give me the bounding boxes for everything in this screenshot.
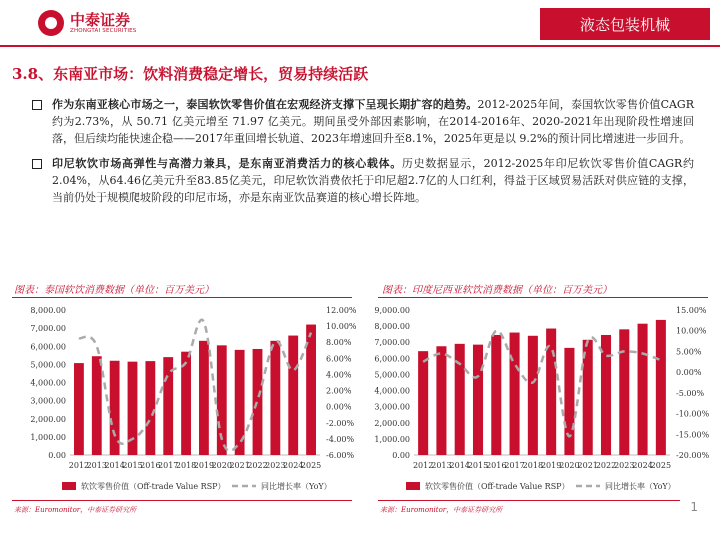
footer-rule	[378, 500, 680, 501]
y-tick-label: 2,000.00	[374, 418, 410, 428]
y2-tick-label: 10.00%	[676, 326, 707, 336]
x-tick-label: 2017	[504, 461, 525, 470]
y-tick-label: 1,000.00	[374, 434, 410, 444]
x-tick-label: 2021	[577, 461, 598, 470]
x-tick-label: 2024	[283, 461, 304, 470]
bullet-item-indonesia	[32, 155, 694, 206]
y2-tick-label: -2.00%	[326, 418, 355, 428]
y2-tick-label: 2.00%	[326, 386, 352, 396]
chart-thailand	[12, 300, 360, 500]
x-tick-label: 2016	[140, 461, 161, 470]
square-bullet-icon	[32, 159, 42, 169]
y2-tick-label: 15.00%	[676, 306, 707, 315]
bar-mark	[436, 346, 446, 455]
bar-mark	[528, 336, 538, 455]
bullet-body: 历史数据显示，2012-2025年印尼软饮零售价值CAGR约2.04%，从64.46亿美元升至83.85亿美元，印尼软饮消费依托于印尼超2.7亿的人口红利，得益于区域贸易活跃对供应链的支撑，当前仍处于规模爬坡阶段的印尼市场，亦是东南亚饮品赛道的核心增长阵地。	[52, 157, 695, 204]
x-tick-label: 2022	[595, 461, 617, 470]
header-rule	[0, 45, 720, 47]
bullet-body: 2012-2025年间，泰国软饮零售价值CAGR约为2.73%，从 50.71 亿美元增至 71.97 亿美元。期间虽受外部因素影响，在2014-2016年、2020-2021年出现阶段性增速回落，但后续均能快速企稳——2017年重回增长轨道、2023年增速回升至8.1%，2025年更是以 9.2%的预计同比增速进一步回升。	[52, 98, 695, 145]
y-tick-label: 3,000.00	[374, 402, 410, 412]
y2-tick-label: 10.00%	[326, 322, 357, 332]
bullet-lead: 作为东南亚核心市场之一，泰国软饮零售价值在宏观经济支撑下呈现长期扩容的趋势。	[52, 98, 478, 111]
x-tick-label: 2013	[86, 461, 107, 470]
legend-label-bar: 软饮零售价值（Off-trade Value RSP）	[81, 482, 226, 491]
legend-label-line: 同比增长率（YoY）	[605, 482, 676, 491]
bar-mark	[619, 329, 629, 455]
bar-mark	[199, 341, 209, 455]
x-tick-label: 2015	[122, 461, 143, 470]
chart-title-rule	[378, 297, 708, 298]
bar-mark	[74, 363, 84, 455]
x-tick-label: 2025	[300, 461, 322, 470]
x-tick-label: 2014	[104, 461, 125, 470]
y2-tick-label: 5.00%	[676, 347, 702, 357]
y2-tick-label: 0.00%	[676, 368, 702, 378]
y-tick-label: 4,000.00	[374, 386, 410, 396]
x-tick-label: 2018	[175, 461, 197, 470]
legend-label-line: 同比增长率（YoY）	[261, 482, 332, 491]
logo-name-en: ZHONGTAI SECURITIES	[70, 28, 137, 34]
source-note-left: 来源：Euromonitor，中泰证券研究所	[14, 506, 137, 514]
y-tick-label: 5,000.00	[30, 360, 66, 370]
chart-title-rule	[12, 297, 352, 298]
x-tick-label: 2021	[229, 461, 250, 470]
square-bullet-icon	[32, 100, 42, 110]
y-tick-label: 7,000.00	[30, 324, 66, 334]
legend-bar-swatch	[62, 482, 76, 490]
y-tick-label: 8,000.00	[30, 306, 66, 315]
company-logo	[38, 10, 137, 36]
legend-label-bar: 软饮零售价值（Off-trade Value RSP）	[425, 482, 570, 491]
bar-mark	[656, 320, 666, 455]
page-number: 1	[690, 500, 698, 514]
industry-tag: 液态包装机械	[540, 8, 710, 40]
chart-indonesia	[368, 300, 712, 500]
y-tick-label: 7,000.00	[374, 338, 410, 348]
y-tick-label: 8,000.00	[374, 322, 410, 332]
source-note-right: 来源：Euromonitor，中泰证券研究所	[380, 506, 503, 514]
bar-mark	[418, 351, 428, 455]
x-tick-label: 2024	[632, 461, 653, 470]
x-tick-label: 2018	[522, 461, 544, 470]
bar-mark	[473, 345, 483, 455]
bar-mark	[92, 356, 102, 455]
x-tick-label: 2017	[158, 461, 179, 470]
chart-title-thailand: 图表：泰国软饮消费数据（单位：百万美元）	[14, 285, 214, 296]
x-tick-label: 2019	[540, 461, 562, 470]
y-tick-label: 0.00	[392, 451, 410, 460]
x-tick-label: 2023	[265, 461, 286, 470]
x-tick-label: 2020	[559, 461, 580, 470]
footer-rule	[12, 500, 352, 501]
bullet-list	[32, 96, 694, 214]
x-tick-label: 2016	[486, 461, 507, 470]
y-tick-label: 6,000.00	[374, 354, 410, 364]
x-tick-label: 2012	[68, 461, 90, 470]
y-tick-label: 0.00	[48, 451, 66, 460]
x-tick-label: 2022	[247, 461, 268, 470]
y-tick-label: 4,000.00	[30, 378, 66, 388]
y-tick-label: 9,000.00	[374, 306, 410, 315]
x-tick-label: 2025	[650, 461, 672, 470]
y2-tick-label: -15.00%	[676, 430, 710, 440]
bar-mark	[510, 333, 520, 455]
y-tick-label: 5,000.00	[374, 370, 410, 380]
x-tick-label: 2013	[431, 461, 452, 470]
y2-tick-label: -4.00%	[326, 434, 355, 444]
bullet-item-thailand	[32, 96, 694, 147]
y2-tick-label: -20.00%	[676, 451, 710, 460]
y2-tick-label: 4.00%	[326, 370, 352, 380]
y2-tick-label: 6.00%	[326, 354, 352, 364]
x-tick-label: 2015	[467, 461, 489, 470]
y2-tick-label: -5.00%	[676, 388, 705, 398]
y-tick-label: 6,000.00	[30, 342, 66, 352]
legend-bar-swatch	[406, 482, 420, 490]
y2-tick-label: 12.00%	[326, 306, 357, 315]
x-tick-label: 2014	[449, 461, 470, 470]
bar-mark	[145, 361, 155, 455]
y-tick-label: 1,000.00	[30, 432, 66, 442]
bar-mark	[564, 348, 574, 455]
y2-tick-label: -10.00%	[676, 409, 710, 419]
x-tick-label: 2019	[193, 461, 215, 470]
bar-mark	[491, 335, 501, 455]
x-tick-label: 2023	[614, 461, 635, 470]
x-tick-label: 2020	[211, 461, 232, 470]
y2-tick-label: 0.00%	[326, 402, 352, 412]
x-tick-label: 2012	[412, 461, 434, 470]
bar-mark	[288, 336, 298, 455]
bullet-lead: 印尼软饮市场高弹性与高潜力兼具，是东南亚消费活力的核心载体。	[52, 157, 402, 170]
logo-name-cn: 中泰证券	[70, 11, 131, 29]
bar-mark	[638, 324, 648, 455]
logo-mark-icon	[38, 10, 64, 36]
section-title: 3.8、东南亚市场：饮料消费稳定增长，贸易持续活跃	[12, 65, 369, 83]
y2-tick-label: -6.00%	[326, 451, 355, 460]
chart-title-indonesia: 图表：印度尼西亚软饮消费数据（单位：百万美元）	[382, 285, 612, 296]
bar-mark	[270, 341, 280, 455]
y-tick-label: 3,000.00	[30, 396, 66, 406]
y-tick-label: 2,000.00	[30, 414, 66, 424]
y2-tick-label: 8.00%	[326, 338, 352, 348]
